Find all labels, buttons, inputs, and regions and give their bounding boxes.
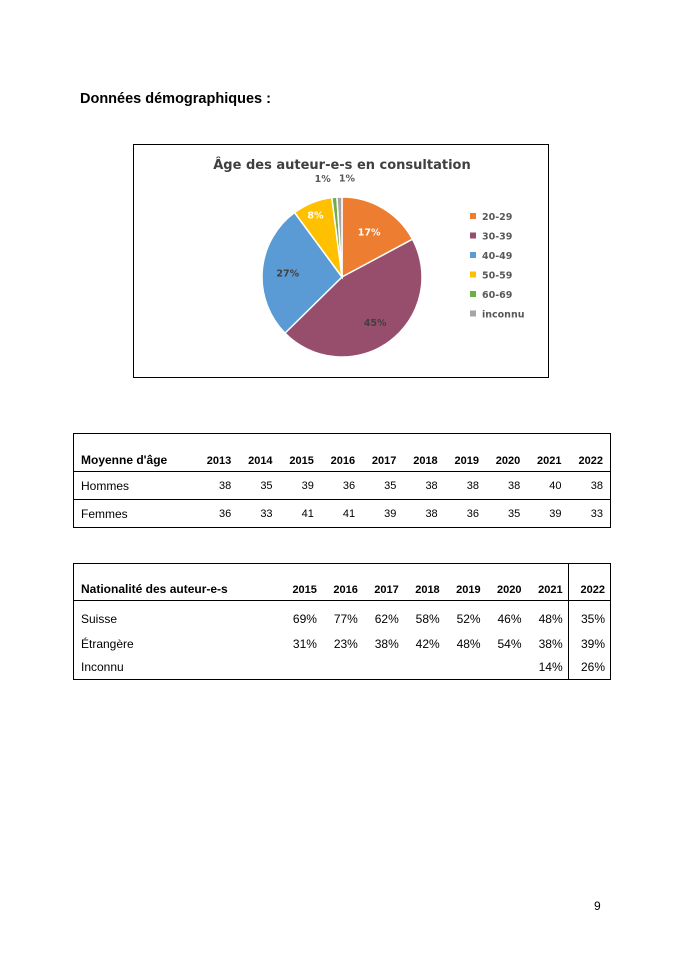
row-label: Inconnu (74, 655, 282, 680)
table-cell: 41 (342, 507, 356, 520)
table-cell: 38 (425, 507, 438, 520)
year-header: 2018 (403, 434, 444, 472)
table-cell: 40 (527, 472, 568, 500)
legend-swatch (470, 233, 476, 239)
year-header: 2017 (363, 564, 404, 601)
table-header-label: Nationalité des auteur-e-s (74, 564, 282, 601)
table-cell: 42% (415, 637, 440, 651)
legend-swatch (470, 291, 476, 297)
table-cell (322, 655, 363, 680)
legend-swatch (470, 213, 476, 219)
table-cell: 69% (292, 612, 317, 626)
table-row (74, 655, 611, 680)
table-cell: 38 (403, 472, 444, 500)
table-cell: 52% (456, 612, 481, 626)
table-cell: 41 (301, 507, 314, 520)
table-cell (486, 655, 527, 680)
table-cell: 62% (374, 612, 399, 626)
table-row (74, 601, 611, 634)
table-cell: 35% (568, 601, 610, 634)
row-label: Femmes (74, 500, 198, 528)
section-heading: Données démographiques : (80, 91, 271, 107)
table-cell: 31% (292, 637, 317, 651)
table-cell: 14% (538, 660, 563, 674)
table-cell: 26% (568, 655, 610, 680)
table-cell: 77% (333, 612, 358, 626)
table-cell: 35 (508, 507, 521, 520)
year-header: 2013 (197, 434, 238, 472)
table-cell: 35 (362, 472, 403, 500)
pie-data-label: 8% (307, 210, 324, 222)
legend-label: 20-29 (482, 212, 513, 223)
table-header-row (74, 434, 611, 472)
table-cell: 38 (445, 472, 486, 500)
year-header: 2022 (569, 434, 611, 472)
table-header-row (74, 564, 611, 601)
table-cell: 54% (497, 637, 522, 651)
table-row (74, 472, 611, 500)
year-header: 2021 (527, 434, 568, 472)
pie-data-label: 1% (314, 173, 331, 185)
pie-chart-canvas (134, 145, 550, 379)
chart-legend (470, 212, 524, 321)
row-label: Hommes (74, 472, 198, 500)
year-header: 2019 (445, 564, 486, 601)
row-label: Suisse (74, 601, 282, 634)
year-header: 2016 (321, 434, 362, 472)
table-cell: 36 (321, 472, 362, 500)
pie-data-label: 1% (338, 173, 355, 185)
legend-label: 40-49 (482, 251, 513, 262)
page-number: 9 (594, 899, 601, 913)
nationality-table (73, 563, 611, 680)
legend-label: 50-59 (482, 270, 513, 282)
table-cell: 38 (569, 472, 611, 500)
legend-swatch (470, 252, 476, 258)
year-header: 2019 (445, 434, 486, 472)
table-cell: 39 (549, 507, 562, 520)
table-cell: 33 (260, 507, 273, 520)
table-cell: 38% (374, 637, 399, 651)
year-header: 2020 (486, 434, 527, 472)
age-pie-chart (133, 144, 549, 378)
year-header: 2021 (527, 564, 569, 601)
table-cell: 38% (538, 637, 563, 651)
year-header: 2018 (404, 564, 445, 601)
year-header: 2022 (568, 564, 610, 601)
age-average-table (73, 433, 611, 528)
table-cell: 46% (497, 612, 522, 626)
pie-data-label: 27% (276, 268, 300, 280)
legend-label: 60-69 (482, 290, 513, 301)
table-cell: 38 (197, 472, 238, 500)
year-header: 2014 (238, 434, 279, 472)
year-header: 2016 (322, 564, 363, 601)
legend-label: 30-39 (482, 231, 513, 243)
table-cell: 39 (280, 472, 321, 500)
year-header: 2015 (281, 564, 322, 601)
year-header: 2017 (362, 434, 403, 472)
year-header: 2020 (486, 564, 527, 601)
table-row (74, 500, 611, 528)
table-cell (445, 655, 486, 680)
pie-data-label: 17% (357, 227, 381, 239)
chart-title: Âge des auteur-e-s en consultation (213, 158, 471, 173)
legend-swatch (470, 272, 476, 278)
table-cell: 38 (486, 472, 527, 500)
table-cell: 35 (238, 472, 279, 500)
table-cell: 58% (415, 612, 440, 626)
table-cell (281, 655, 322, 680)
table-cell (363, 655, 404, 680)
table-cell: 36 (466, 507, 479, 520)
table-cell: 33 (569, 500, 611, 528)
table-cell: 39 (384, 507, 397, 520)
table-cell: 48% (538, 612, 563, 626)
table-cell: 48% (456, 637, 481, 651)
legend-swatch (470, 311, 476, 317)
pie-data-label: 45% (363, 318, 387, 330)
legend-label: inconnu (482, 309, 525, 321)
table-cell: 36 (219, 507, 232, 520)
table-cell (404, 655, 445, 680)
row-label: Étrangère (74, 633, 282, 655)
table-header-label: Moyenne d'âge (74, 434, 198, 472)
table-cell: 39% (568, 633, 610, 655)
year-header: 2015 (280, 434, 321, 472)
table-row (74, 633, 611, 655)
table-cell: 23% (333, 637, 358, 651)
